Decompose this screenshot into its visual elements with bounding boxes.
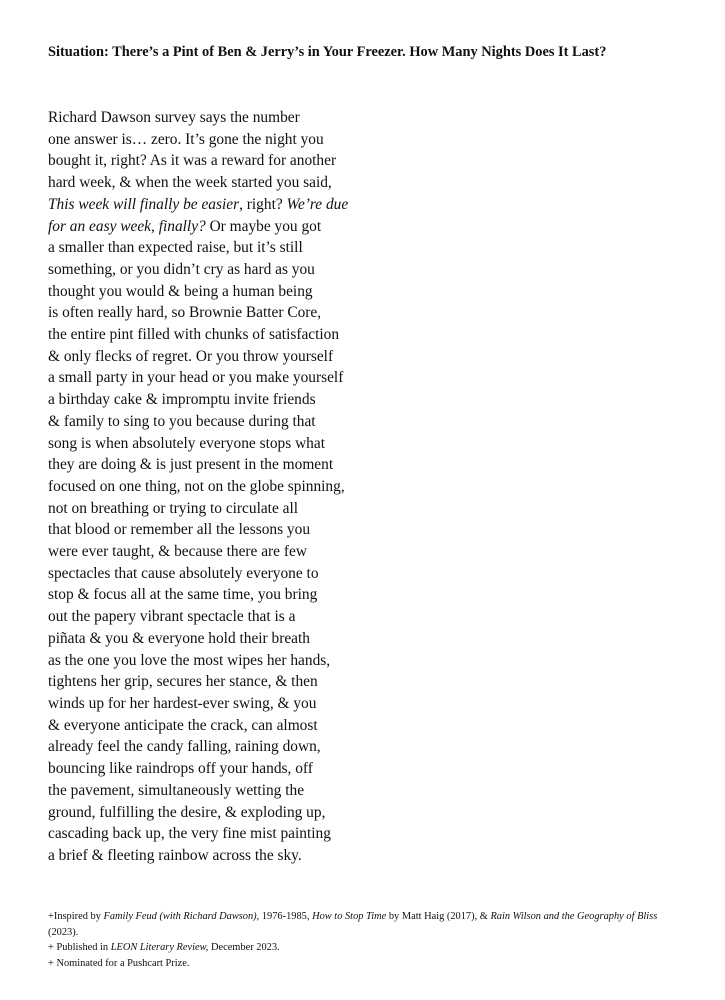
poem-line: bought it, right? As it was a reward for another: [48, 152, 337, 170]
note-title: Family Feud (with Richard Dawson),: [103, 911, 260, 922]
poem-line: a birthday cake & impromptu invite friends: [48, 391, 316, 409]
note-title: How to Stop Time: [312, 911, 387, 922]
poem-line: & only flecks of regret. Or you throw yourself: [48, 347, 334, 365]
poem-line: ground, fulfilling the desire, & exploding up,: [48, 803, 326, 821]
poem-line: they are doing & is just present in the moment: [48, 456, 334, 474]
poem-line: as the one you love the most wipes her hands,: [48, 651, 331, 669]
footnote-inspired-by: [48, 909, 688, 940]
footnote-nominated: + Nominated for a Pushcart Prize.: [48, 957, 190, 969]
poem-line: a brief & fleeting rainbow across the sky.: [48, 846, 302, 864]
poem-line: thought you would & being a human being: [48, 282, 313, 300]
note-text: + Published in: [48, 942, 111, 953]
poem-line: winds up for her hardest-ever swing, & you: [48, 694, 317, 712]
note-text: by Matt Haig (2017), &: [386, 911, 491, 922]
note-text: December 2023.: [208, 942, 280, 953]
note-title: Rain Wilson and the Geography of Bliss: [490, 911, 658, 922]
poem-line: piñata & you & everyone hold their breath: [48, 629, 310, 647]
poem-line: [48, 216, 408, 238]
poem-line: something, or you didn’t cry as hard as you: [48, 260, 315, 278]
footnote-published-in: [48, 940, 688, 956]
plain-phrase: Or maybe you got: [205, 217, 322, 235]
note-text: +Inspired by: [48, 911, 104, 922]
poem-line: not on breathing or trying to circulate all: [48, 499, 299, 517]
poem-line: stop & focus all at the same time, you bring: [48, 586, 318, 604]
poem-line: the pavement, simultaneously wetting the: [48, 781, 305, 799]
footnotes: [48, 909, 688, 971]
poem-line: a small party in your head or you make yourself: [48, 369, 344, 387]
poem-line: the entire pint filled with chunks of satisfaction: [48, 326, 340, 344]
italic-phrase: for an easy week, finally?: [48, 217, 206, 235]
poem-line: already feel the candy falling, raining down,: [48, 738, 321, 756]
poem-line: out the papery vibrant spectacle that is a: [48, 608, 296, 626]
poem-line: [48, 194, 408, 216]
poem-line: & family to sing to you because during that: [48, 412, 316, 430]
italic-phrase: This week will finally be easier: [48, 195, 240, 213]
poem-line: Richard Dawson survey says the number: [48, 109, 300, 126]
poem-line: one answer is… zero. It’s gone the night you: [48, 130, 324, 148]
poem-title: Situation: There’s a Pint of Ben & Jerry’s in Your Freezer. How Many Nights Does It Last?: [48, 44, 607, 60]
plain-phrase: , right?: [239, 195, 287, 213]
poem-line: a smaller than expected raise, but it’s still: [48, 239, 303, 257]
note-text: (2023).: [48, 926, 79, 938]
poem-line: focused on one thing, not on the globe spinning,: [48, 477, 345, 495]
poem-line: that blood or remember all the lessons you: [48, 521, 311, 539]
poem-line: song is when absolutely everyone stops what: [48, 434, 325, 452]
poem-line: hard week, & when the week started you said,: [48, 174, 332, 192]
note-title: LEON Literary Review,: [110, 942, 209, 953]
poem-line: bouncing like raindrops off your hands, off: [48, 760, 313, 778]
poem-line: spectacles that cause absolutely everyone to: [48, 564, 319, 582]
poem-line: tightens her grip, secures her stance, & then: [48, 673, 318, 691]
poem-line: & everyone anticipate the crack, can almost: [48, 716, 318, 734]
poem-line: cascading back up, the very fine mist painting: [48, 825, 331, 843]
poem-line: is often really hard, so Brownie Batter Core,: [48, 304, 322, 322]
italic-phrase: We’re due: [286, 195, 349, 213]
note-text: 1976-1985,: [259, 911, 313, 922]
poem-line: were ever taught, & because there are few: [48, 543, 307, 561]
poem-body: [48, 107, 408, 867]
